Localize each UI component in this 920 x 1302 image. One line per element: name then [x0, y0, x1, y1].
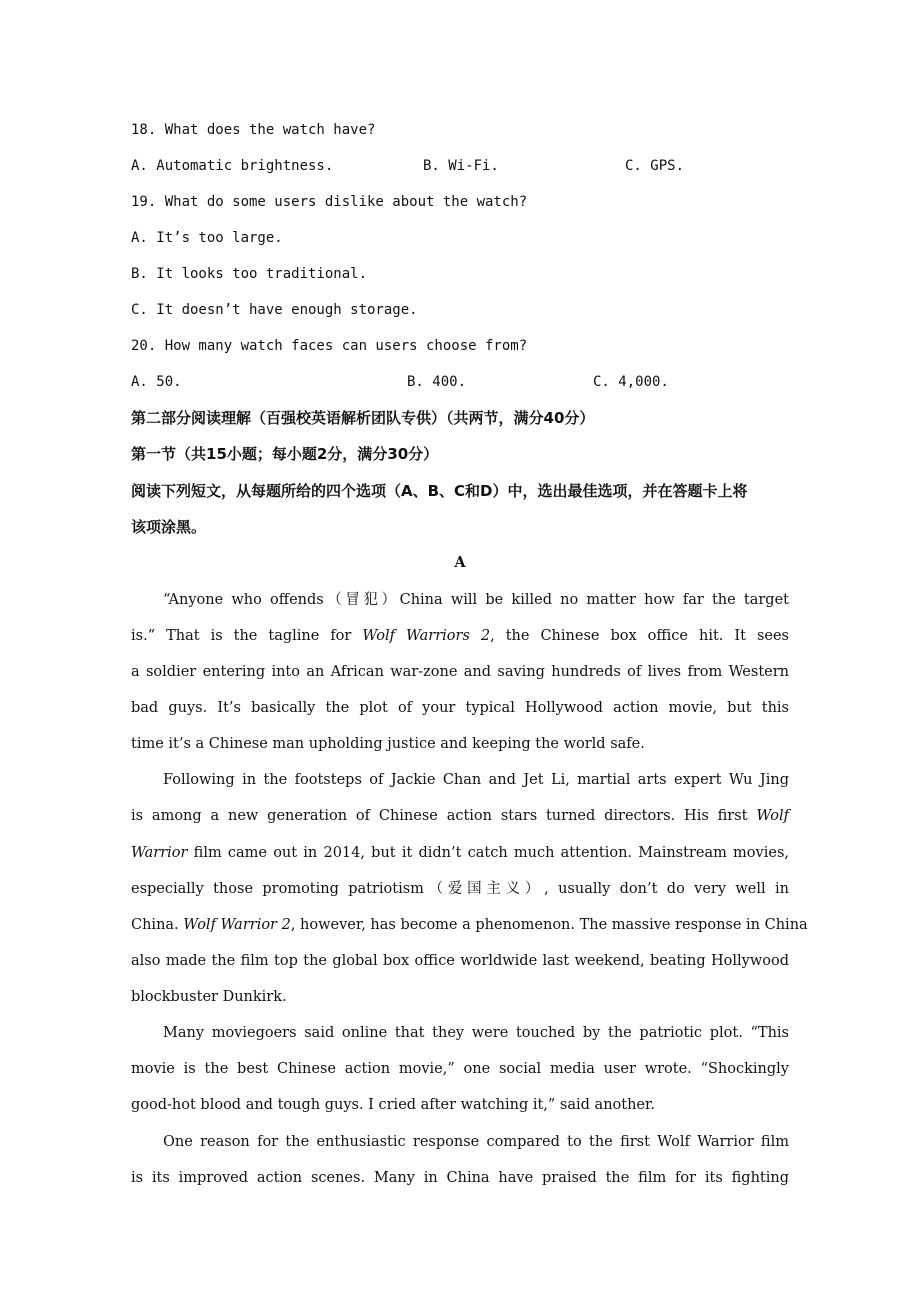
option-b: B. 400.: [407, 374, 467, 390]
film-title: Wolf: [756, 808, 789, 824]
question-19: 19. What do some users dislike about the watch?: [131, 194, 528, 210]
option-b: B. It looks too traditional.: [131, 266, 368, 282]
option-c: C. 4,000.: [593, 374, 669, 390]
film-title: Wolf Warriors 2: [362, 628, 491, 644]
passage-line: “Anyone who offends（冒犯）China will be killed no matter how far the target: [163, 592, 789, 608]
passage-line: also made the film top the global box office worldwide last weekend, beating Hollywood: [131, 953, 789, 969]
question-20: 20. How many watch faces can users choose from?: [131, 338, 528, 354]
passage-line: Following in the footsteps of Jackie Chan and Jet Li, martial arts expert Wu Jing: [163, 772, 789, 788]
passage-line: is its improved action scenes. Many in China have praised the film for its fighting: [131, 1170, 789, 1186]
passage-line: good-hot blood and tough guys. I cried after watching it,” said another.: [131, 1097, 655, 1113]
film-title: Wolf Warrior 2: [183, 917, 291, 933]
option-a: A. It’s too large.: [131, 230, 283, 246]
question-18: 18. What does the watch have?: [131, 122, 376, 138]
passage-line: One reason for the enthusiastic response compared to the first Wolf Warrior film: [163, 1134, 789, 1150]
instructions-line-2: 该项涂黑。: [131, 518, 207, 536]
passage-line: bad guys. It’s basically the plot of your typical Hollywood action movie, but this: [131, 700, 789, 716]
section-one-heading: 第一节（共15小题；每小题2分，满分30分）: [131, 445, 439, 463]
passage-line: a soldier entering into an African war-zone and saving hundreds of lives from Western: [131, 664, 789, 680]
passage-line: Many moviegoers said online that they were touched by the patriotic plot. “This: [163, 1025, 789, 1041]
passage-line: is among a new generation of Chinese action stars turned directors. His first Wolf: [131, 808, 789, 824]
film-title: Warrior: [131, 845, 188, 861]
passage-line: blockbuster Dunkirk.: [131, 989, 287, 1005]
passage-title: A: [454, 554, 466, 571]
passage-line: Warrior film came out in 2014, but it didn’t catch much attention. Mainstream movies,: [131, 845, 789, 861]
passage-line: movie is the best Chinese action movie,” one social media user wrote. “Shockingly: [131, 1061, 789, 1077]
option-b: B. Wi-Fi.: [423, 158, 499, 174]
option-a: A. Automatic brightness.: [131, 158, 334, 174]
option-a: A. 50.: [131, 374, 182, 390]
instructions-line-1: 阅读下列短文，从每题所给的四个选项（A、B、C和D）中，选出最佳选项，并在答题卡上将: [131, 482, 748, 500]
passage-line: China. Wolf Warrior 2, however, has become a phenomenon. The massive response in China: [131, 917, 808, 933]
part-two-heading: 第二部分阅读理解（百强校英语解析团队专供）（共两节，满分40分）: [131, 409, 595, 427]
option-c: C. It doesn’t have enough storage.: [131, 302, 418, 318]
option-c: C. GPS.: [625, 158, 685, 174]
passage-line: is.” That is the tagline for Wolf Warriors 2, the Chinese box office hit. It sees: [131, 628, 789, 644]
passage-line: time it’s a Chinese man upholding justice and keeping the world safe.: [131, 736, 645, 752]
passage-line: especially those promoting patriotism（爱国主义）, usually don’t do very well in: [131, 881, 789, 897]
